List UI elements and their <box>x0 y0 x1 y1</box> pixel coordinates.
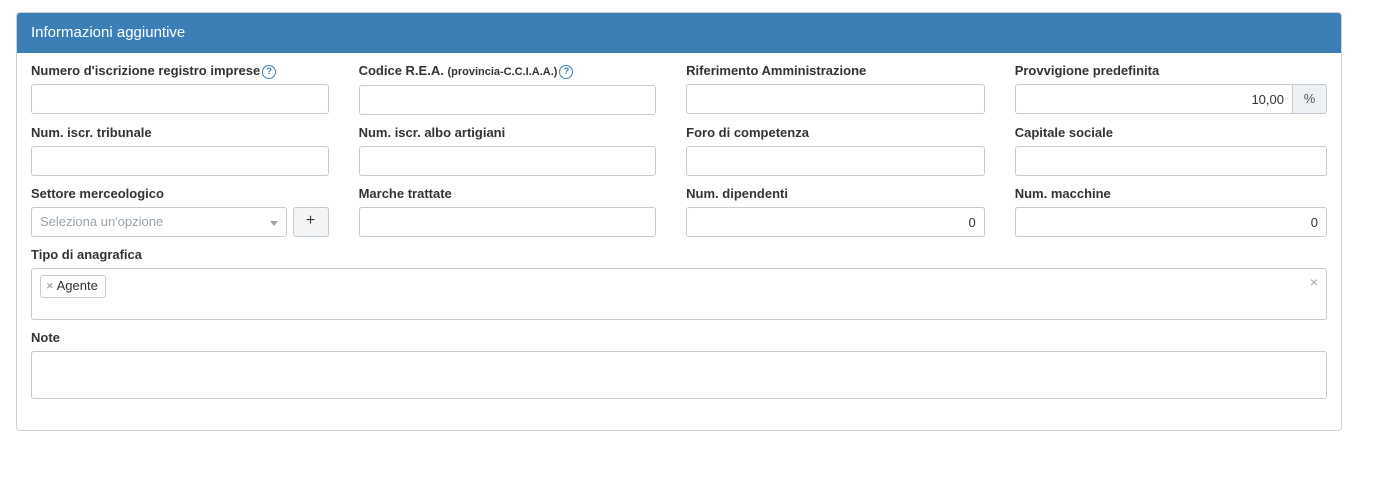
add-settore-button[interactable]: + <box>293 207 329 237</box>
field-numero-iscrizione <box>31 63 359 115</box>
form-row-4 <box>31 247 1327 320</box>
form-row-3 <box>31 186 1327 237</box>
form-row-1 <box>31 63 1327 115</box>
field-num-iscr-albo <box>359 125 687 176</box>
num-dipendenti-label: Num. dipendenti <box>686 186 788 201</box>
num-iscr-albo-label: Num. iscr. albo artigiani <box>358 125 506 140</box>
field-num-dipendenti <box>686 186 1015 237</box>
codice-rea-label-text: Codice R.E.A. <box>358 63 444 78</box>
marche-trattate-input[interactable] <box>359 207 657 237</box>
tag-label: Agente <box>56 278 98 293</box>
provvigione-label: Provvigione predefinita <box>1014 63 1160 78</box>
remove-tag-icon[interactable]: × <box>46 278 54 293</box>
settore-merceologico-wrap <box>31 207 329 237</box>
form-row-2 <box>31 125 1327 176</box>
additional-info-panel <box>16 12 1342 431</box>
chevron-down-icon <box>270 221 278 226</box>
settore-merceologico-label: Settore merceologico <box>31 186 164 201</box>
foro-competenza-label: Foro di competenza <box>686 125 809 140</box>
panel-body <box>17 53 1341 430</box>
codice-rea-label <box>359 63 657 80</box>
numero-iscrizione-label <box>31 63 329 79</box>
capitale-sociale-input[interactable] <box>1015 146 1327 176</box>
riferimento-amministrazione-input[interactable] <box>686 84 985 114</box>
capitale-sociale-label: Capitale sociale <box>1014 125 1113 140</box>
note-textarea[interactable] <box>31 351 1327 399</box>
percent-addon: % <box>1293 84 1327 114</box>
field-num-macchine <box>1015 186 1327 237</box>
foro-competenza-input[interactable] <box>686 146 985 176</box>
field-marche-trattate <box>359 186 687 237</box>
form-row-5 <box>31 330 1327 402</box>
settore-merceologico-placeholder: Seleziona un'opzione <box>40 214 164 229</box>
field-codice-rea <box>359 63 687 115</box>
marche-trattate-label: Marche trattate <box>358 186 452 201</box>
panel-title: Informazioni aggiuntive <box>17 13 1341 53</box>
numero-iscrizione-input[interactable] <box>31 84 329 114</box>
numero-iscrizione-label-text: Numero d'iscrizione registro imprese <box>31 63 261 78</box>
field-foro-competenza <box>686 125 1015 176</box>
riferimento-amministrazione-label: Riferimento Amministrazione <box>686 63 867 78</box>
num-iscr-tribunale-input[interactable] <box>31 146 329 176</box>
num-macchine-input[interactable] <box>1015 207 1327 237</box>
clear-tags-icon[interactable]: × <box>1309 274 1318 290</box>
tipo-anagrafica-label: Tipo di anagrafica <box>31 247 143 262</box>
num-iscr-albo-input[interactable] <box>359 146 657 176</box>
tipo-anagrafica-tags-input[interactable] <box>31 268 1327 320</box>
codice-rea-label-sub: (provincia-C.C.I.A.A.) <box>447 66 558 78</box>
field-tipo-anagrafica <box>31 247 1327 320</box>
field-capitale-sociale <box>1015 125 1327 176</box>
help-icon[interactable]: ? <box>559 65 573 79</box>
field-note <box>31 330 1327 402</box>
num-iscr-tribunale-label: Num. iscr. tribunale <box>31 125 152 140</box>
provvigione-input[interactable] <box>1015 84 1293 114</box>
settore-merceologico-select[interactable] <box>31 207 287 237</box>
num-dipendenti-input[interactable] <box>686 207 985 237</box>
tag-item[interactable] <box>40 275 106 298</box>
provvigione-input-group <box>1015 84 1327 114</box>
codice-rea-input[interactable] <box>359 85 657 115</box>
field-provvigione <box>1015 63 1327 115</box>
field-num-iscr-tribunale <box>31 125 359 176</box>
field-settore-merceologico <box>31 186 359 237</box>
note-label: Note <box>31 330 60 345</box>
help-icon[interactable]: ? <box>262 65 276 79</box>
field-riferimento-amministrazione <box>686 63 1015 115</box>
num-macchine-label: Num. macchine <box>1014 186 1111 201</box>
